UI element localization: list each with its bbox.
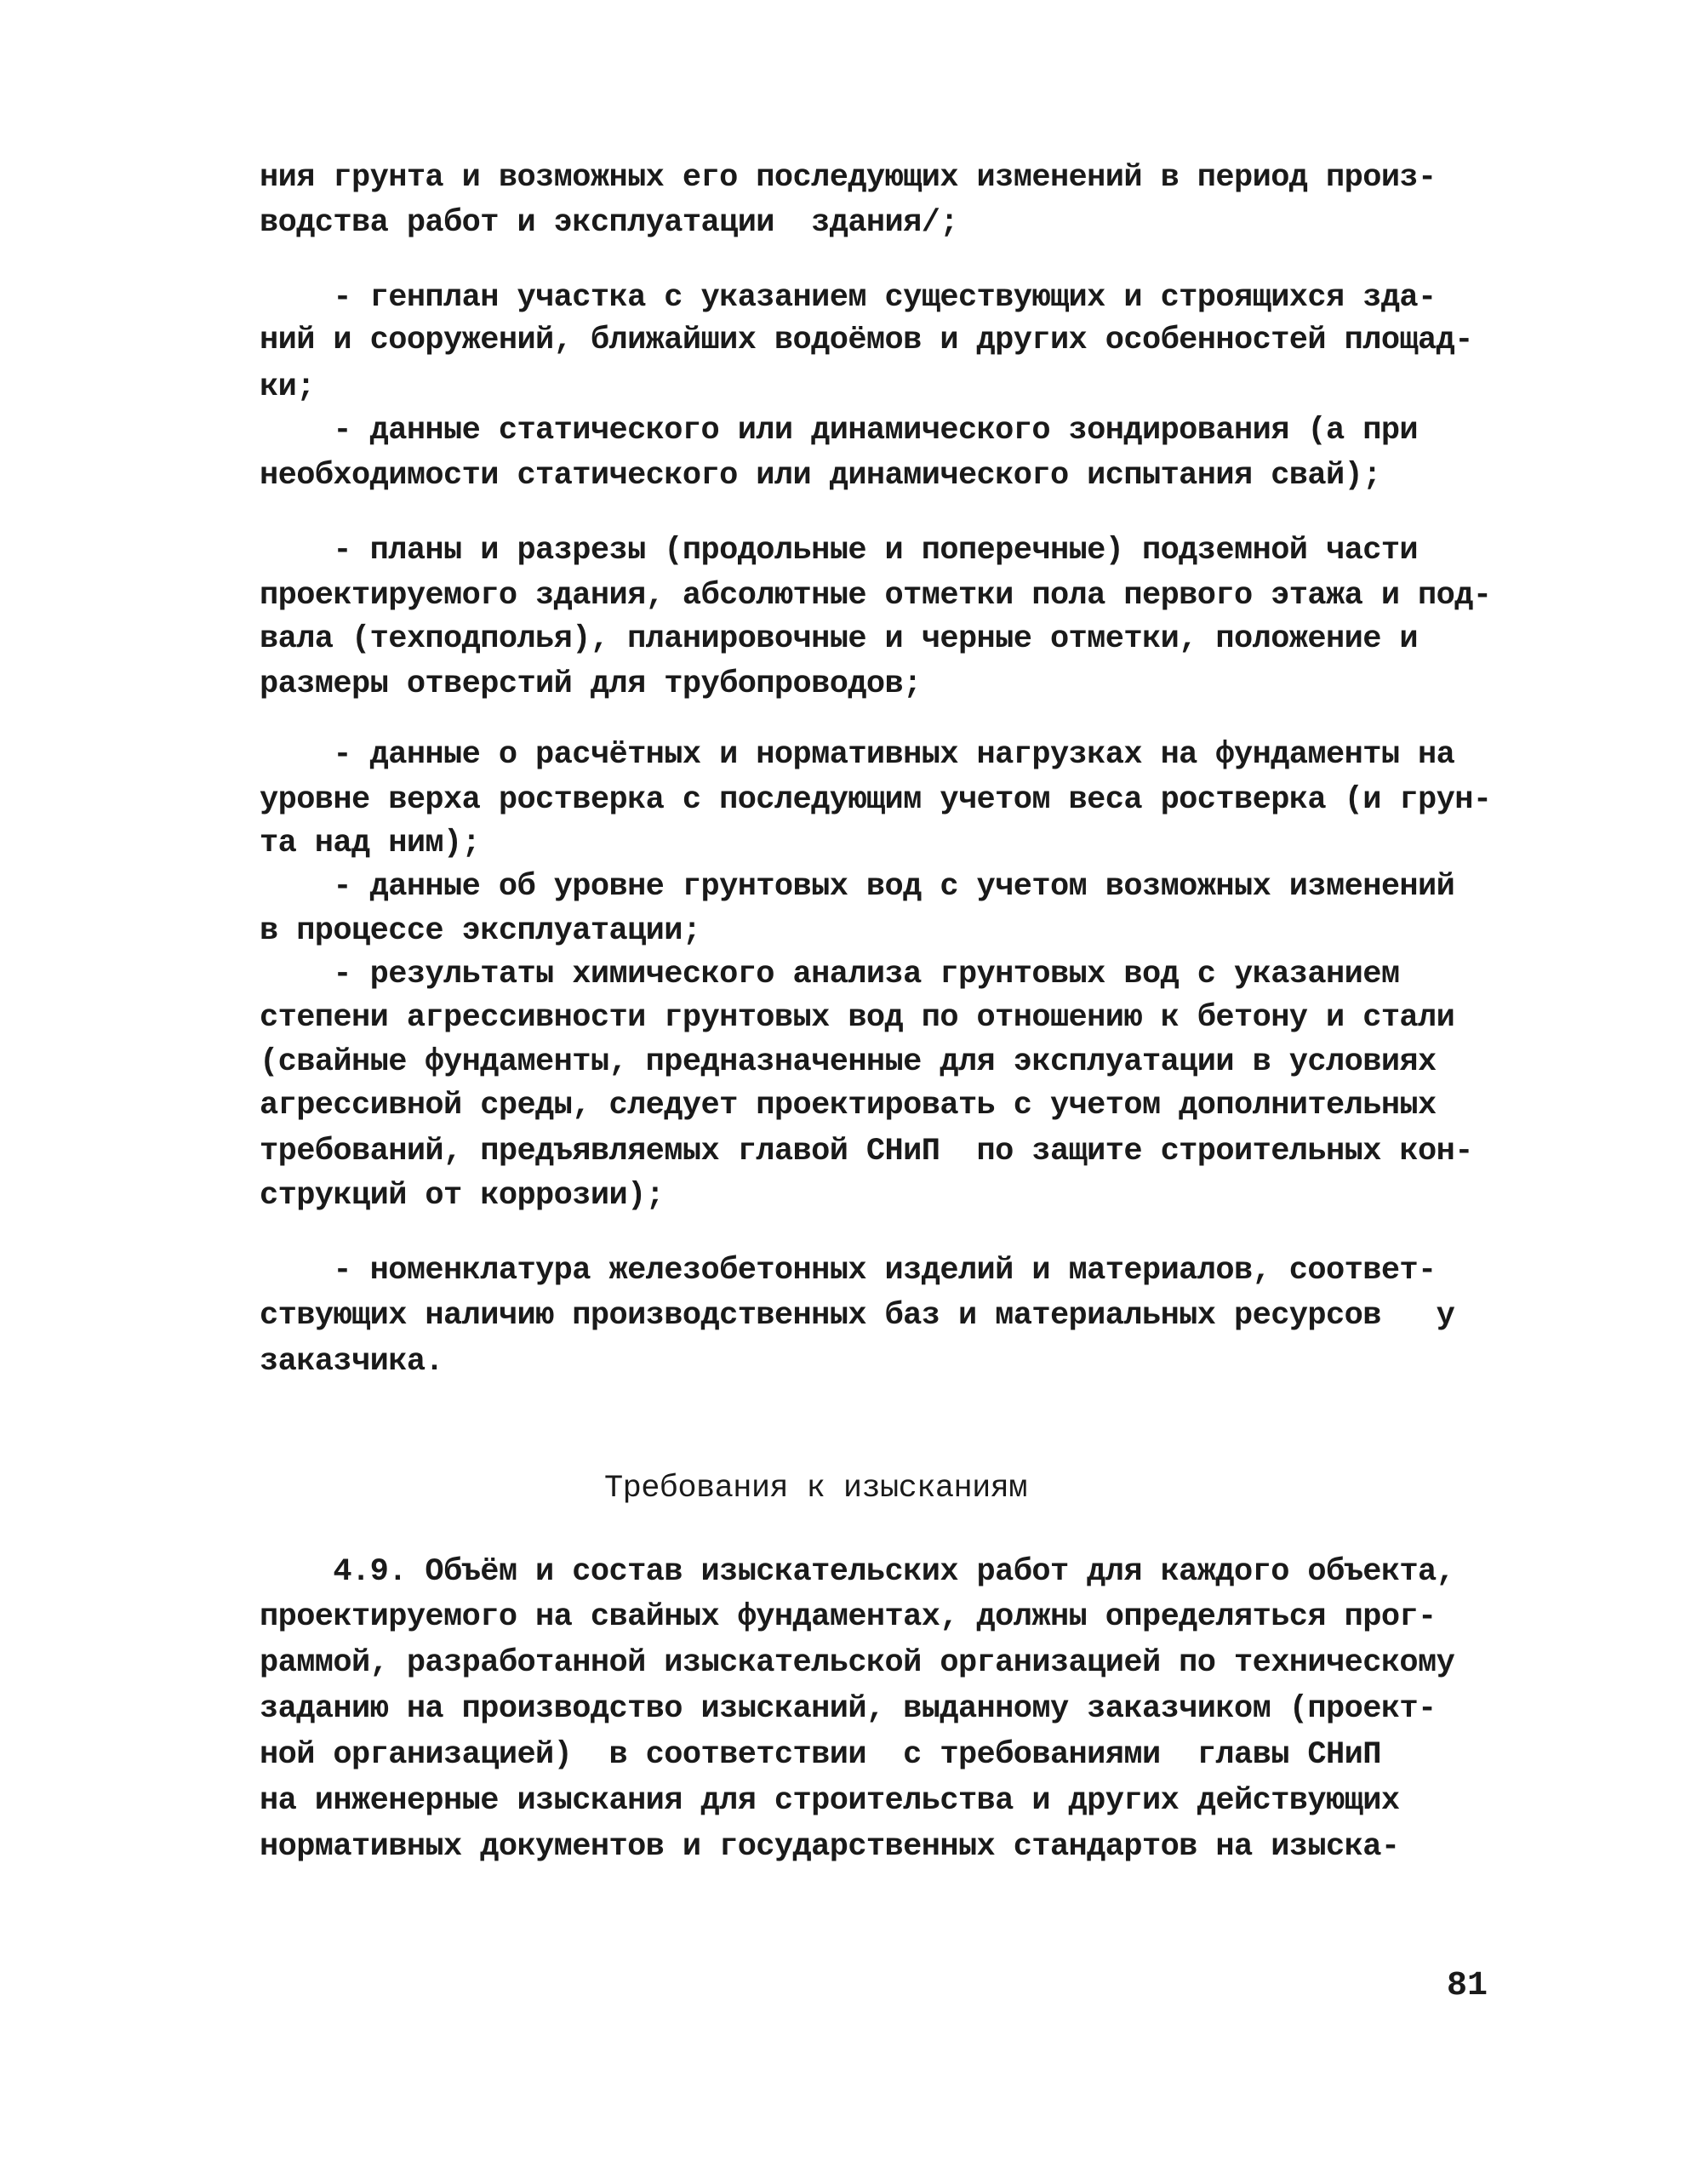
text-line: ки; — [260, 369, 315, 405]
text-line: необходимости статического или динамического испытания свай); — [260, 458, 1381, 494]
text-line: уровне верха ростверка с последующим учетом веса ростверка (и грун- — [260, 782, 1492, 818]
text-line: (свайные фундаменты, предназначенные для эксплуатации в условиях — [260, 1044, 1437, 1080]
text-line: проектируемого здания, абсолютные отметки пола первого этажа и под- — [260, 578, 1492, 614]
text-line: - результаты химического анализа грунтовых вод с указанием — [260, 957, 1400, 992]
text-line: требований, предъявляемых главой СНиП по защите строительных кон- — [260, 1134, 1473, 1169]
text-line: - генплан участка с указанием существующих и строящихся зда- — [260, 280, 1437, 316]
text-line: нормативных документов и государственных стандартов на изыска- — [260, 1829, 1400, 1865]
text-line: ной организацией) в соответствии с требованиями главы СНиП — [260, 1737, 1381, 1773]
text-line: вала (техподполья), планировочные и черные отметки, положение и — [260, 621, 1419, 657]
text-line: ния грунта и возможных его последующих изменений в период произ- — [260, 160, 1437, 196]
text-line: размеры отверстий для трубопроводов; — [260, 666, 922, 702]
text-line: - данные статического или динамического зондирования (а при — [260, 413, 1419, 449]
text-line: - данные об уровне грунтовых вод с учетом возможных изменений — [260, 869, 1455, 905]
text-line: агрессивной среды, следует проектировать с учетом дополнительных — [260, 1088, 1437, 1123]
text-line: в процессе эксплуатации; — [260, 913, 701, 949]
text-line: - планы и разрезы (продольные и поперечные) подземной части — [260, 533, 1419, 569]
text-line: на инженерные изыскания для строительства и других действующих — [260, 1783, 1400, 1819]
text-line: водства работ и эксплуатации здания/; — [260, 205, 958, 241]
text-line: раммой, разработанной изыскательской организацией по техническому — [260, 1645, 1455, 1681]
text-line: заказчика. — [260, 1344, 444, 1380]
text-line: та над ним); — [260, 826, 481, 861]
text-line: струкций от коррозии); — [260, 1178, 665, 1214]
text-line: - данные о расчётных и нормативных нагрузках на фундаменты на — [260, 737, 1455, 773]
text-line: проектируемого на свайных фундаментах, должны определяться прог- — [260, 1599, 1437, 1635]
text-line: - номенклатура железобетонных изделий и материалов, соответ- — [260, 1253, 1437, 1289]
page-number: 81 — [1447, 1967, 1488, 2005]
text-line: 4.9. Объём и состав изыскательских работ для каждого объекта, — [260, 1554, 1455, 1590]
section-heading: Требования к изысканиям — [604, 1471, 1027, 1506]
text-line: ствующих наличию производственных баз и материальных ресурсов у — [260, 1298, 1455, 1334]
text-line: заданию на производство изысканий, выданному заказчиком (проект- — [260, 1691, 1437, 1727]
text-line: степени агрессивности грунтовых вод по отношению к бетону и стали — [260, 1000, 1455, 1036]
text-line: ний и сооружений, ближайших водоёмов и других особенностей площад- — [260, 323, 1473, 358]
